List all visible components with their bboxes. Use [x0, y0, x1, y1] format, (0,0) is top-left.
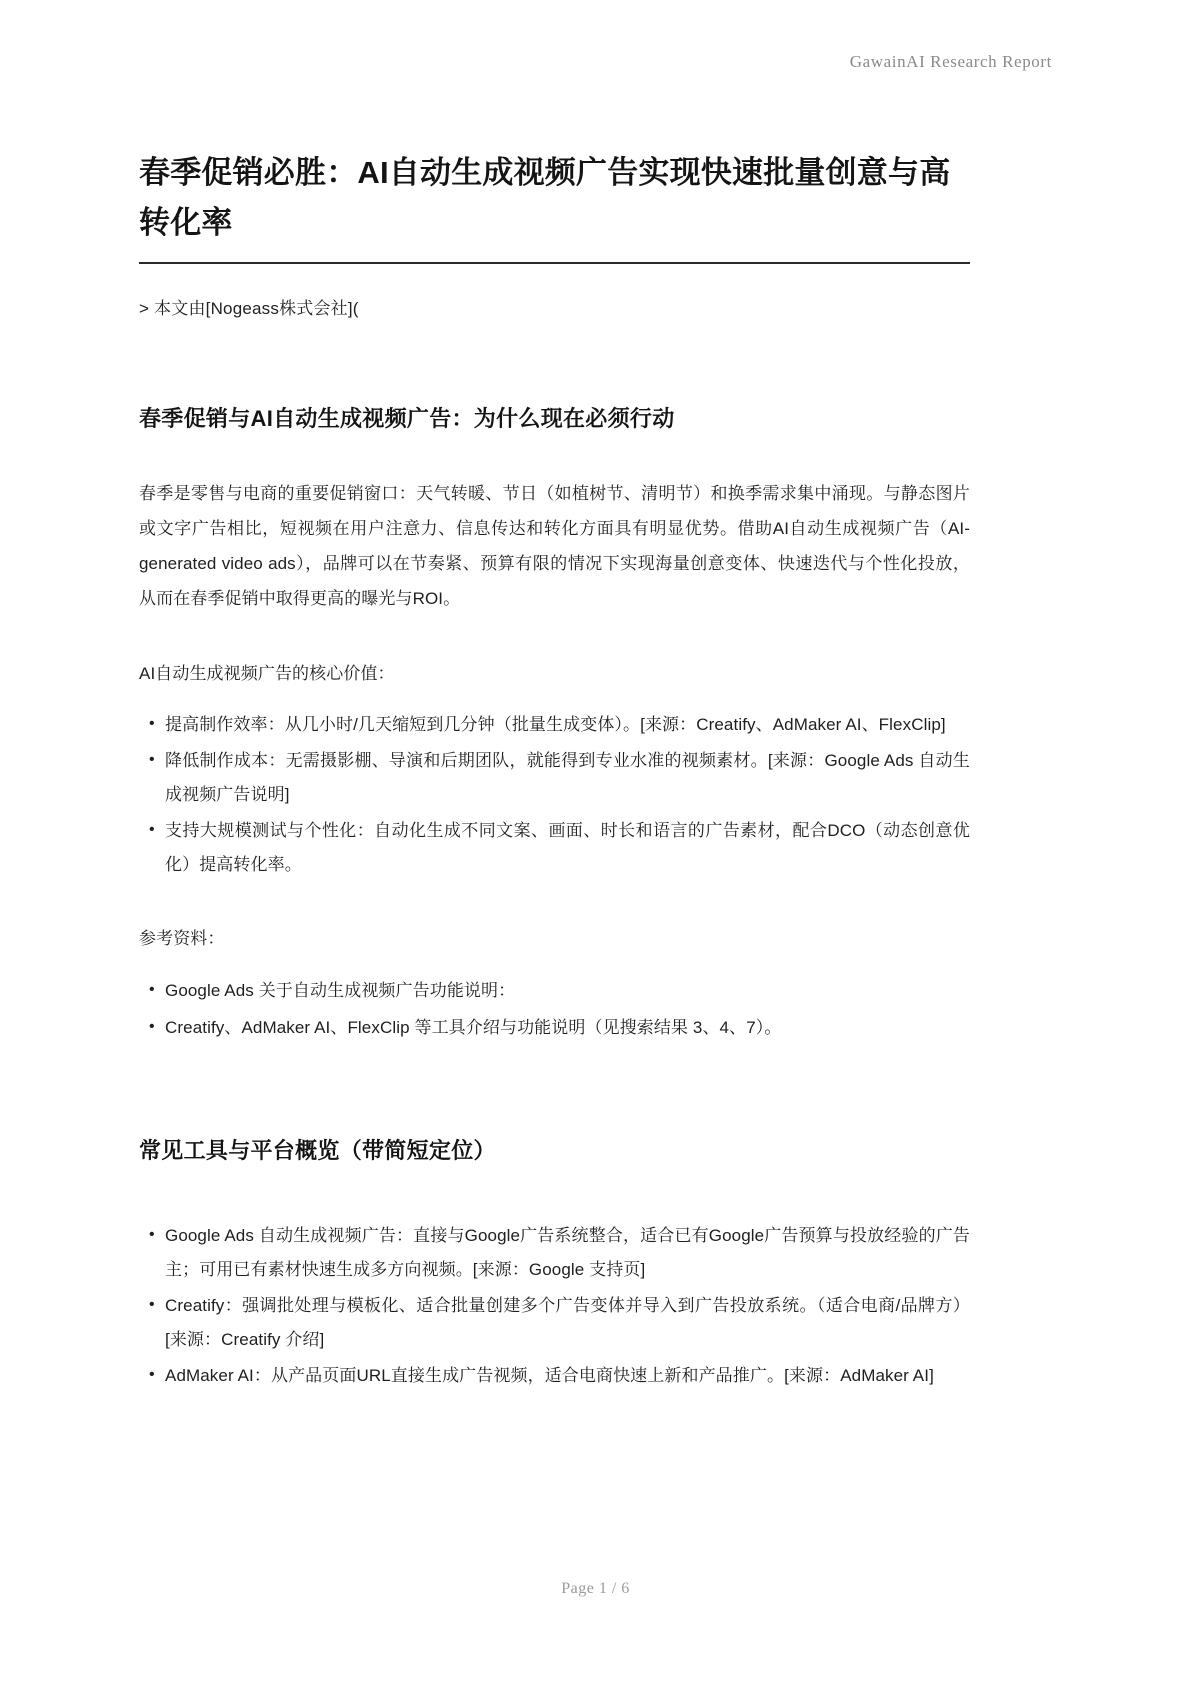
list-item: • 支持大规模测试与个性化：自动化生成不同文案、画面、时长和语言的广告素材，配合DCO（动态创意优化）提高转化率。 — [139, 814, 970, 882]
list-item: • 提高制作效率：从几小时/几天缩短到几分钟（批量生成变体）。[来源：Creatify、AdMaker AI、FlexClip] — [139, 708, 970, 742]
references-list — [139, 973, 970, 1046]
source-blockquote: > 本文由[Nogeass株式会社]( — [139, 299, 359, 319]
section-1-bullet-list — [139, 708, 970, 882]
page-title: 春季促销必胜：AI自动生成视频广告实现快速批量创意与高转化率 — [139, 155, 951, 241]
list-item: • Google Ads 关于自动生成视频广告功能说明： — [139, 973, 970, 1009]
document-content — [139, 148, 970, 1395]
section-2-bullet-list — [139, 1219, 970, 1393]
list-item: • Creatify：强调批处理与模板化、适合批量创建多个广告变体并导入到广告投放系统。（适合电商/品牌方）[来源：Creatify 介绍] — [139, 1289, 970, 1357]
section-heading-1: 春季促销与AI自动生成视频广告：为什么现在必须行动 — [139, 406, 675, 432]
references-lead-in: 参考资料： — [139, 928, 225, 948]
list-item: • Google Ads 自动生成视频广告：直接与Google广告系统整合，适合已有Google广告预算与投放经验的广告主；可用已有素材快速生成多方向视频。[来源：Google 支持页] — [139, 1219, 970, 1287]
list-item: • 降低制作成本：无需摄影棚、导演和后期团队，就能得到专业水准的视频素材。[来源：Google Ads 自动生成视频广告说明] — [139, 744, 970, 812]
list-item: • Creatify、AdMaker AI、FlexClip 等工具介绍与功能说明（见搜索结果 3、4、7）。 — [139, 1010, 970, 1046]
running-header-title: GawainAI Research Report — [849, 52, 1052, 71]
section-heading-2: 常见工具与平台概览（带简短定位） — [139, 1137, 496, 1163]
section-1-paragraph: 春季是零售与电商的重要促销窗口：天气转暖、节日（如植树节、清明节）和换季需求集中涌现。与静态图片或文字广告相比，短视频在用户注意力、信息传达和转化方面具有明显优势。借助AI自动生成视频广告（AI-generated video ads），品牌可以在节奏紧、预算有限的情况下实现海量创意变体、快速迭代与个性化投放，从而在春季促销中取得更高的曝光与ROI。 — [139, 484, 970, 608]
section-1-lead-in: AI自动生成视频广告的核心价值： — [139, 663, 395, 683]
page-number-footer: Page 1 / 6 — [561, 1580, 630, 1597]
title-divider — [139, 262, 970, 264]
list-item: • AdMaker AI：从产品页面URL直接生成广告视频，适合电商快速上新和产品推广。[来源：AdMaker AI] — [139, 1359, 970, 1393]
